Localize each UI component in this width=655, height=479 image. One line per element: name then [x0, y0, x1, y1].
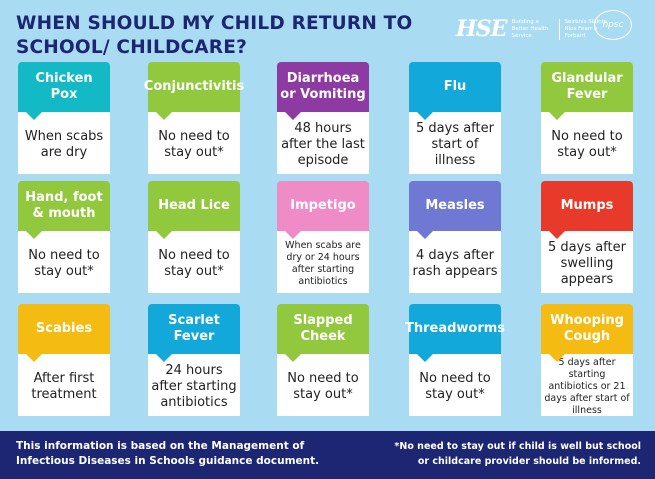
illness-card — [18, 304, 110, 416]
illness-name: Chicken Pox — [18, 62, 110, 112]
page-title: WHEN SHOULD MY CHILD RETURN TO SCHOOL/ CHILDCARE? — [16, 13, 413, 58]
return-advice: 5 days after start of illness — [409, 112, 501, 174]
illness-card — [277, 181, 369, 293]
illness-name: Conjunctivitis — [148, 62, 240, 112]
illness-name: Threadworms — [409, 304, 501, 354]
hse-tagline-irish: Seirbhís Sláinte Níos Fearr á Forbairt — [559, 19, 609, 40]
illness-name: Whooping Cough — [541, 304, 633, 354]
return-advice: No need to stay out* — [148, 112, 240, 174]
illness-card — [409, 62, 501, 174]
illness-card — [148, 181, 240, 293]
illness-name: Measles — [409, 181, 501, 231]
illness-name: Scarlet Fever — [148, 304, 240, 354]
hse-mark: HSE — [456, 16, 507, 42]
illness-card — [409, 181, 501, 293]
illness-card — [277, 62, 369, 174]
return-advice: 24 hours after starting antibiotics — [148, 354, 240, 416]
return-advice: No need to stay out* — [277, 354, 369, 416]
hpsc-logo: hpsc — [594, 10, 632, 40]
footer-source-note: This information is based on the Management of Infectious Diseases in Schools guidance document. — [16, 440, 320, 467]
illness-card — [148, 304, 240, 416]
illness-name: Impetigo — [277, 181, 369, 231]
illness-name: Head Lice — [148, 181, 240, 231]
return-advice: No need to stay out* — [148, 231, 240, 293]
illness-card — [404, 304, 506, 416]
illness-card — [277, 304, 369, 416]
illness-card — [541, 62, 633, 174]
hse-logo — [456, 12, 609, 46]
illness-card — [18, 62, 110, 174]
illness-name: Hand, foot & mouth — [18, 181, 110, 231]
illness-name: Glandular Fever — [541, 62, 633, 112]
illness-name: Mumps — [541, 181, 633, 231]
illness-name: Slapped Cheek — [277, 304, 369, 354]
hse-tagline: Building a Better Health Service — [511, 18, 549, 39]
return-advice: When scabs are dry — [18, 112, 110, 174]
return-advice: After first treatment — [18, 354, 110, 416]
return-advice: No need to stay out* — [18, 231, 110, 293]
footer-footnote: *No need to stay out if child is well but school or childcare provider should be informed. — [394, 441, 641, 467]
return-advice: No need to stay out* — [541, 112, 633, 174]
return-advice: 4 days after rash appears — [409, 231, 501, 293]
illness-card — [143, 62, 245, 174]
return-advice: 5 days after swelling appears — [541, 231, 633, 293]
return-advice: 5 days after starting antibiotics or 21 days after start of illness — [541, 354, 633, 416]
illness-name: Diarrhoea or Vomiting — [277, 62, 369, 112]
return-advice: No need to stay out* — [409, 354, 501, 416]
illness-name: Scabies — [18, 304, 110, 354]
illness-card — [18, 181, 110, 293]
footer — [0, 431, 655, 479]
return-advice: 48 hours after the last episode — [277, 112, 369, 174]
return-advice: When scabs are dry or 24 hours after starting antibiotics — [277, 231, 369, 293]
illness-card — [541, 181, 633, 293]
illness-card — [541, 304, 633, 416]
illness-name: Flu — [409, 62, 501, 112]
